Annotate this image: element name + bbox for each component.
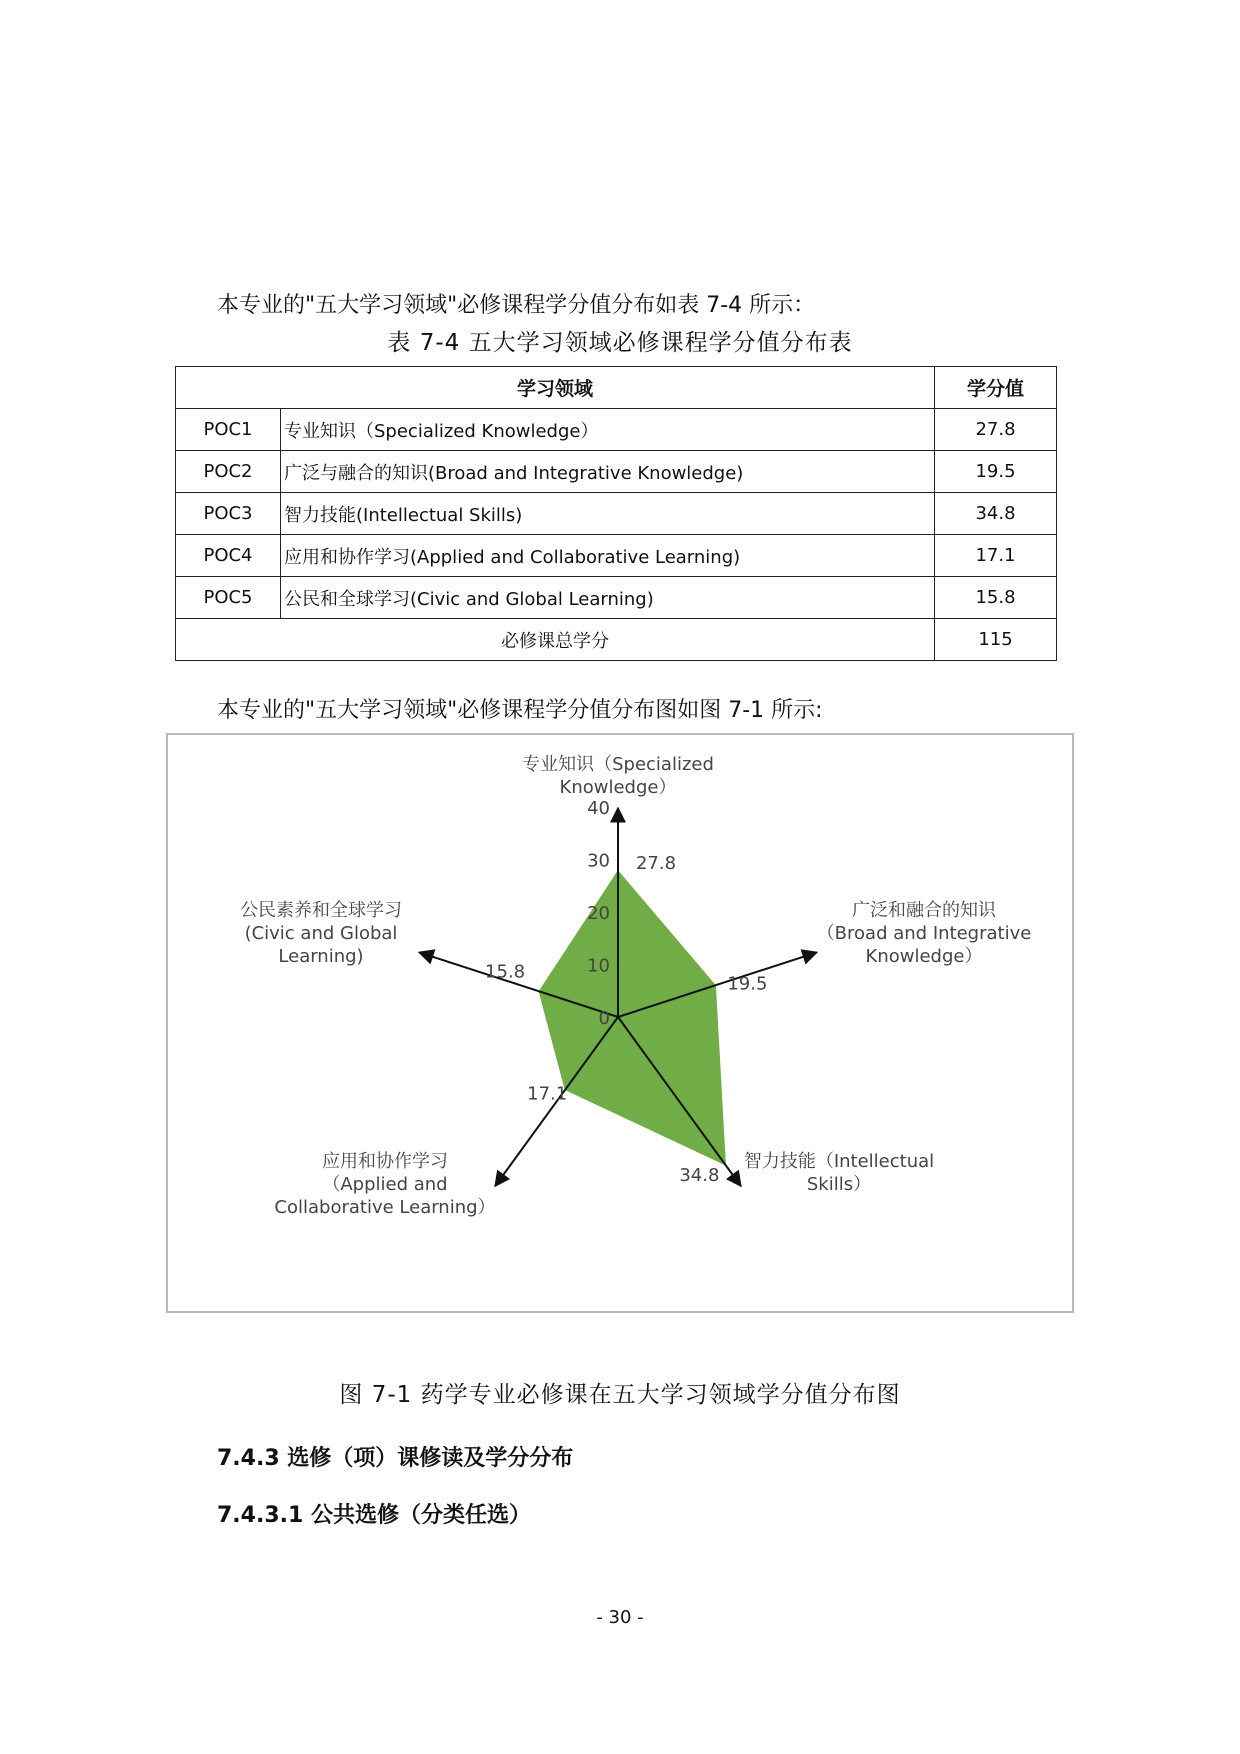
table-row xyxy=(176,409,1057,451)
page-number: - 30 - xyxy=(596,1607,644,1628)
total-value: 115 xyxy=(935,619,1057,661)
table-row xyxy=(176,451,1057,493)
radar-chart-frame xyxy=(166,733,1074,1313)
category-label: 专业知识（Specialized Knowledge） xyxy=(522,754,714,798)
row-value: 34.8 xyxy=(935,493,1057,535)
category-label: 公民素养和全球学习(Civic and Global Learning) xyxy=(240,900,402,967)
axis-tick-label: 30 xyxy=(587,850,610,872)
header-value: 学分值 xyxy=(935,367,1057,409)
row-value: 17.1 xyxy=(935,535,1057,577)
radar-chart xyxy=(168,735,1072,1311)
table-row xyxy=(176,493,1057,535)
category-label: 智力技能（Intellectual Skills） xyxy=(743,1151,935,1195)
row-value: 27.8 xyxy=(935,409,1057,451)
header-domain: 学习领域 xyxy=(176,367,935,409)
axis-tick-label: 20 xyxy=(587,903,610,924)
data-value-label: 27.8 xyxy=(635,853,677,874)
axis-tick-label: 40 xyxy=(587,798,610,819)
table-intro-text: 本专业的"五大学习领域"必修课程学分值分布如表 7-4 所示： xyxy=(217,293,816,318)
credit-table xyxy=(175,366,1057,661)
category-label: 广泛和融合的知识（Broad and Integrative Knowledge） xyxy=(816,900,1032,967)
row-domain: 应用和协作学习(Applied and Collaborative Learning) xyxy=(281,535,935,577)
section-heading: 7.4.3 选修（项）课修读及学分分布 xyxy=(217,1446,574,1471)
table-header-row xyxy=(176,367,1057,409)
row-domain: 专业知识（Specialized Knowledge） xyxy=(281,409,935,451)
row-domain: 公民和全球学习(Civic and Global Learning) xyxy=(281,577,935,619)
table-total-row xyxy=(176,619,1057,661)
total-label: 必修课总学分 xyxy=(176,619,935,661)
row-code: POC4 xyxy=(176,535,281,577)
table-row xyxy=(176,577,1057,619)
chart-intro-text: 本专业的"五大学习领域"必修课程学分值分布图如图 7-1 所示: xyxy=(217,698,823,723)
category-label: 应用和协作学习（Applied and Collaborative Learning） xyxy=(274,1151,496,1218)
axis-tick-label: 10 xyxy=(587,955,610,977)
row-code: POC2 xyxy=(176,451,281,493)
table-caption: 表 7-4 五大学习领域必修课程学分值分布表 xyxy=(387,330,853,356)
data-value-label: 17.1 xyxy=(527,1083,568,1105)
row-code: POC3 xyxy=(176,493,281,535)
row-domain: 智力技能(Intellectual Skills) xyxy=(281,493,935,535)
data-value-label: 15.8 xyxy=(485,961,526,983)
row-code: POC5 xyxy=(176,577,281,619)
row-code: POC1 xyxy=(176,409,281,451)
row-value: 15.8 xyxy=(935,577,1057,619)
row-domain: 广泛与融合的知识(Broad and Integrative Knowledge) xyxy=(281,451,935,493)
row-value: 19.5 xyxy=(935,451,1057,493)
radar-data-polygon xyxy=(539,871,725,1165)
table-row xyxy=(176,535,1057,577)
axis-tick-label: 0 xyxy=(598,1008,610,1029)
data-value-label: 19.5 xyxy=(727,973,768,995)
data-value-label: 34.8 xyxy=(679,1164,720,1186)
figure-caption: 图 7-1 药学专业必修课在五大学习领域学分值分布图 xyxy=(339,1382,901,1408)
subsection-heading: 7.4.3.1 公共选修（分类任选） xyxy=(217,1503,531,1528)
